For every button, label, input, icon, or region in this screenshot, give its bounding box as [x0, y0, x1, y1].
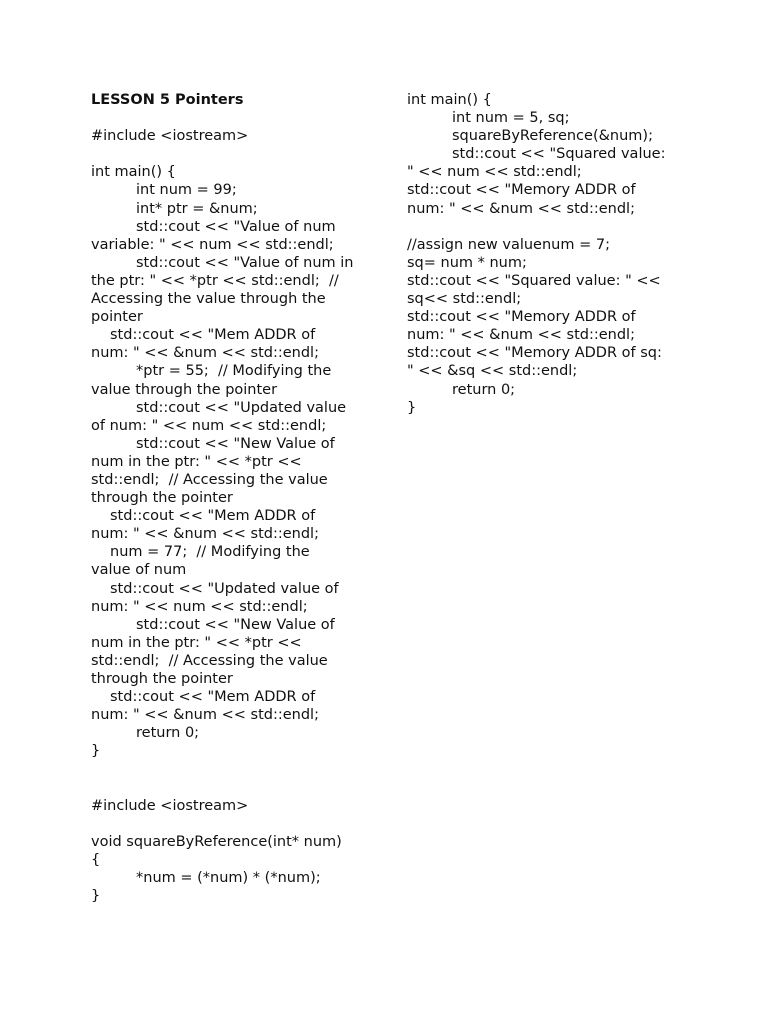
code-line: void squareByReference(int* num) — [91, 833, 342, 850]
code-line: through the pointer — [91, 671, 233, 687]
blank-line — [91, 109, 376, 127]
code-line: num: " << &num << std::endl; — [91, 526, 319, 543]
code-line: return 0; — [136, 725, 200, 742]
code-line: num in the ptr: " << *ptr << — [91, 634, 302, 651]
code-line: std::cout << "New Value of — [136, 616, 335, 633]
code-line: std::cout << "Memory ADDR of — [407, 182, 636, 199]
code-line: std::cout << "Mem ADDR of — [110, 508, 316, 525]
code-line: num = 77; // Modifying the — [110, 544, 310, 561]
code-line: pointer — [91, 309, 143, 326]
code-line: int main() { — [407, 92, 492, 108]
code-line: sq= num * num; — [407, 254, 527, 271]
code-line: squareByReference(&num); — [452, 128, 653, 145]
code-line: " << num << std::endl; — [407, 164, 582, 181]
lesson-title: LESSON 5 Pointers — [91, 92, 244, 108]
code-line: std::cout << "Value of num — [136, 218, 336, 235]
code-line: num: " << &num << std::endl; — [407, 327, 635, 344]
code-line: num: " << num << std::endl; — [91, 598, 308, 615]
code-line: the ptr: " << *ptr << std::endl; // — [91, 272, 339, 289]
code-line: std::cout << "Memory ADDR of sq: — [407, 345, 662, 362]
blank-line — [407, 218, 692, 236]
code-line: num: " << &num << std::endl; — [91, 707, 319, 724]
blank-line — [91, 760, 376, 778]
code-line: std::endl; // Accessing the value — [91, 471, 328, 488]
blank-line — [91, 815, 376, 833]
code-line: value of num — [91, 562, 187, 579]
code-line: int main() { — [91, 164, 176, 181]
code-line: *ptr = 55; // Modifying the — [136, 363, 332, 380]
code-line: " << &sq << std::endl; — [407, 363, 578, 380]
code-line: std::cout << "Mem ADDR of — [110, 327, 316, 344]
code-line: sq<< std::endl; — [407, 291, 522, 308]
code-line: variable: " << num << std::endl; — [91, 236, 334, 253]
blank-line — [91, 145, 376, 163]
code-line: #include <iostream> — [91, 128, 249, 145]
code-line: int* ptr = &num; — [136, 200, 258, 217]
code-line: *num = (*num) * (*num); — [136, 870, 321, 887]
code-line: std::cout << "Squared value: — [452, 146, 666, 163]
code-line: std::cout << "Updated value of — [110, 580, 339, 597]
code-line: std::cout << "Value of num in — [136, 254, 354, 271]
code-line: std::endl; // Accessing the value — [91, 652, 328, 669]
code-line: } — [407, 399, 417, 416]
code-line: std::cout << "New Value of — [136, 435, 335, 452]
code-line: } — [91, 743, 101, 760]
code-line: std::cout << "Squared value: " << — [407, 272, 661, 289]
code-line: std::cout << "Memory ADDR of — [407, 309, 636, 326]
code-line: } — [91, 888, 101, 905]
right-code-column — [407, 91, 692, 417]
code-line: value through the pointer — [91, 381, 278, 398]
code-line: std::cout << "Updated value — [136, 399, 347, 416]
code-line: Accessing the value through the — [91, 291, 326, 308]
code-line: std::cout << "Mem ADDR of — [110, 689, 316, 706]
code-line: of num: " << num << std::endl; — [91, 417, 327, 434]
code-line: int num = 5, sq; — [452, 110, 570, 127]
code-line: { — [91, 851, 101, 868]
code-line: return 0; — [452, 381, 516, 398]
code-line: int num = 99; — [136, 182, 237, 199]
code-line: num in the ptr: " << *ptr << — [91, 453, 302, 470]
blank-line — [91, 779, 376, 797]
code-line: #include <iostream> — [91, 797, 249, 814]
code-line: through the pointer — [91, 490, 233, 507]
code-line: num: " << &num << std::endl; — [91, 345, 319, 362]
code-line: //assign new valuenum = 7; — [407, 236, 610, 253]
code-line: num: " << &num << std::endl; — [407, 200, 635, 217]
left-code-column — [91, 91, 376, 905]
